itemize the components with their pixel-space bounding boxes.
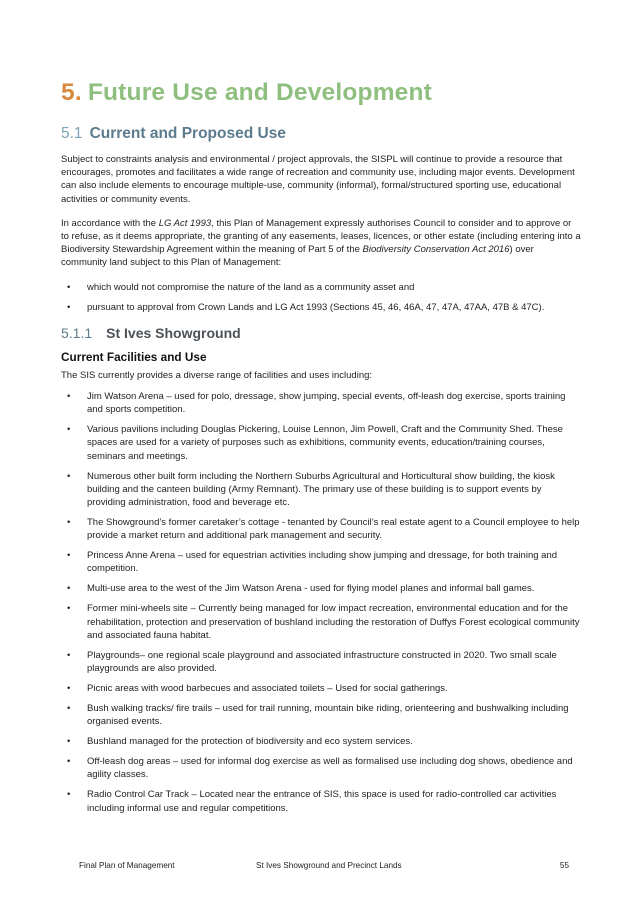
subsection-number: 5.1	[61, 125, 83, 142]
facilities-heading: Current Facilities and Use	[61, 349, 207, 364]
accordance-paragraph	[61, 217, 581, 270]
bullet-icon: •	[67, 301, 71, 313]
subsection-heading	[61, 124, 581, 144]
list-item: • Multi-use area to the west of the Jim Watson Arena - used for flying model planes and informal ball games.	[67, 583, 535, 595]
bullet-icon: •	[67, 683, 71, 695]
bullet-icon: •	[67, 424, 71, 436]
list-item: • The Showground’s former caretaker’s cottage - tenanted by Council’s real estate agent to a Council employee to help provide a market return and additional park management and security.	[67, 517, 580, 542]
subsection-title: Current and Proposed Use	[89, 125, 286, 142]
list-item: • Jim Watson Arena – used for polo, dressage, show jumping, special events, off-leash dog exercise, sports training and sports competition.	[67, 391, 566, 416]
section-title: Future Use and Development	[87, 79, 433, 106]
bullet-icon: •	[67, 583, 71, 595]
bullet-icon: •	[67, 756, 71, 768]
conditions-list	[61, 281, 581, 314]
list-item: • Playgrounds– one regional scale playground and associated infrastructure constructed in 2020. Two small scale playgrounds are also provided.	[67, 649, 557, 675]
list-item: • Off-leash dog areas – used for informal dog exercise as well as formalised use including dog shows, obedience and agility classes.	[67, 756, 573, 781]
intro-paragraph: Subject to constraints analysis and environmental / project approvals, the SISPL will continue to provide a resource that encourages, promotes and facilitates a wide range of recreation and community use, including major events. Development can also include elements to encourage multiple-use, community (informal), formal/structured sporting use, educational activities or community events.	[61, 154, 575, 205]
list-item: • pursuant to approval from Crown Lands and LG Act 1993 (Sections 45, 46, 46A, 47, 47A, 47AA, 47B & 47C).	[67, 301, 545, 313]
section-number: 5.	[61, 79, 82, 106]
bullet-icon: •	[67, 603, 71, 615]
list-item: • Bushland managed for the protection of biodiversity and eco system services.	[67, 736, 413, 748]
accordance-text-3: ) over community land subject to this Plan of Management:	[61, 244, 534, 269]
list-item: • Numerous other built form including the Northern Suburbs Agricultural and Horticultural show building, the kiosk building and the canteen building (Army Remnant). The primary use of these building is to support events by providing administration, food and beverage etc.	[67, 470, 555, 509]
bullet-icon: •	[67, 281, 71, 293]
bullet-icon: •	[67, 789, 71, 801]
list-item: • Former mini-wheels site – Currently being managed for low impact recreation, environmental education and for the rehabilitation, protection and preservation of bushland including the restoration of Duffys Forest ecological community and associated fauna habitat.	[67, 603, 580, 641]
list-item: • which would not compromise the nature of the land as a community asset and	[67, 281, 415, 293]
accordance-text-2: , this Plan of Management expressly authorises Council to consider and to approve or to refuse, as it deems appropriate, the granting of any easements, leases, licences, or other estate (including entering into a Biodiversity Stewardship Agreement within the meaning of Part 5 of the	[61, 217, 581, 256]
page-footer	[79, 860, 569, 874]
act-reference-lg: LG Act 1993	[158, 217, 212, 229]
bullet-icon: •	[67, 517, 71, 529]
section-heading	[61, 78, 581, 108]
list-item: • Various pavilions including Douglas Pickering, Louise Lennon, Jim Powell, Craft and the Community Shed. These spaces are used for a variety of purposes such as exhibitions, community events, education/training courses, seminars and meetings.	[67, 424, 563, 462]
subsubsection-title: St Ives Showground	[106, 324, 241, 341]
bullet-icon: •	[67, 649, 71, 661]
list-item: • Picnic areas with wood barbecues and associated toilets – Used for social gatherings.	[67, 683, 448, 695]
bullet-icon: •	[67, 391, 71, 403]
list-item: • Bush walking tracks/ fire trails – used for trail running, mountain bike riding, orienteering and bushwalking including organised events.	[67, 703, 569, 728]
page-number: 55	[559, 861, 569, 870]
act-reference-biodiversity: Biodiversity Conservation Act 2016	[362, 244, 510, 256]
bullet-icon: •	[67, 736, 71, 748]
bullet-icon: •	[67, 470, 71, 482]
facilities-intro: The SIS currently provides a diverse range of facilities and uses including:	[61, 369, 373, 381]
accordance-text-1: In accordance with the	[61, 217, 159, 229]
facilities-list	[61, 390, 581, 815]
footer-site-name: St Ives Showground and Precinct Lands	[256, 861, 402, 870]
subsubsection-number: 5.1.1	[61, 324, 93, 341]
bullet-icon: •	[67, 703, 71, 715]
list-item: • Radio Control Car Track – Located near the entrance of SIS, this space is used for radio-controlled car activities including informal use and regular competitions.	[67, 789, 557, 814]
page-content	[61, 78, 581, 822]
footer-document-title: Final Plan of Management	[79, 861, 175, 870]
list-item: • Princess Anne Arena – used for equestrian activities including show jumping and dressage, for both training and competition.	[67, 550, 558, 575]
subsubsection-heading	[61, 324, 581, 342]
bullet-icon: •	[67, 550, 71, 562]
